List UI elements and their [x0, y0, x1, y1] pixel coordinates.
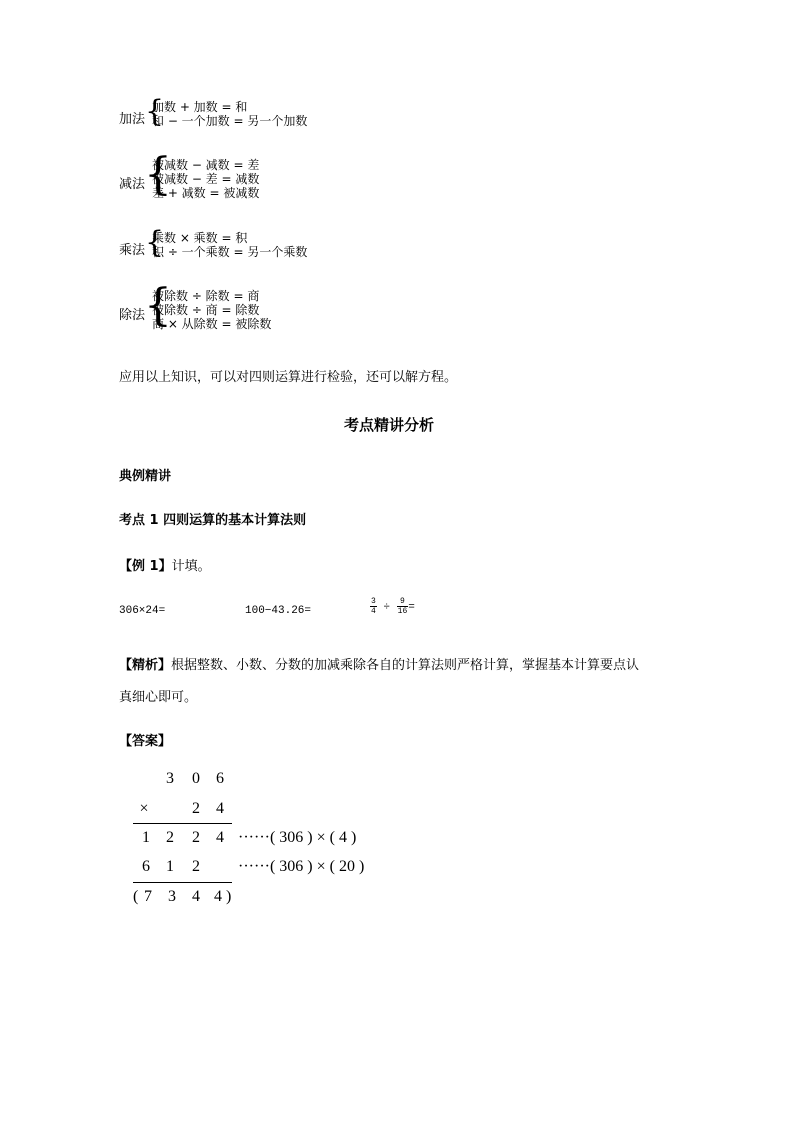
- calc-note: ······( 306 ) × ( 20 ): [238, 858, 365, 875]
- subheading: 典例精讲: [119, 469, 172, 484]
- formula-line: 积 ÷ 一个乘数 = 另一个乘数: [152, 245, 308, 259]
- formula-label: 加法: [119, 112, 146, 127]
- formula-line: 被除数 ÷ 商 = 除数: [152, 303, 260, 317]
- brace-icon: {: [145, 225, 165, 260]
- brace-icon: {: [144, 280, 172, 331]
- problem-1: 306×24=: [119, 605, 166, 617]
- calc-digit: 1: [142, 829, 150, 846]
- topic-heading: 考点 1 四则运算的基本计算法则: [119, 513, 307, 528]
- formula-label: 减法: [119, 177, 146, 192]
- calc-digit: 3: [166, 770, 174, 787]
- divider-line: [133, 823, 232, 824]
- divide-sign: ÷: [383, 601, 391, 614]
- calc-digit: 6: [142, 858, 150, 875]
- fraction: $\frac{3}{4}$: [371, 597, 376, 616]
- calc-digit: 2: [192, 800, 200, 817]
- calc-note: ······( 306 ) × ( 4 ): [238, 829, 357, 846]
- brace-icon: {: [144, 149, 172, 200]
- divider-line: [133, 882, 232, 883]
- formula-line: 加数 + 加数 = 和: [152, 100, 248, 114]
- formula-label: 乘法: [119, 243, 146, 258]
- result-digit: 7: [144, 888, 152, 905]
- analysis-line-1: [119, 654, 639, 673]
- calc-digit: 4: [216, 829, 224, 846]
- brace-icon: {: [145, 94, 165, 129]
- formula-label: 除法: [119, 308, 146, 323]
- calc-digit: 1: [166, 858, 174, 875]
- calc-digit: 2: [192, 858, 200, 875]
- calc-digit: 0: [192, 770, 200, 787]
- example-text: 计填。: [171, 559, 211, 574]
- formula-line: 被减数 − 差 = 减数: [152, 172, 260, 186]
- result-close-paren: ): [226, 888, 232, 905]
- problem-3: [370, 597, 415, 616]
- calc-digit: 2: [192, 829, 200, 846]
- formula-line: 差 + 减数 = 被减数: [152, 186, 260, 200]
- summary-text: 应用以上知识，可以对四则运算进行检验，还可以解方程。: [119, 370, 458, 385]
- formula-line: 被除数 ÷ 除数 = 商: [152, 289, 260, 303]
- calc-digit: 6: [216, 770, 224, 787]
- formula-line: 商 × 从除数 = 被除数: [152, 317, 272, 331]
- calc-digit: 2: [166, 829, 174, 846]
- formula-line: 被减数 − 减数 = 差: [152, 158, 260, 172]
- equals-sign: =: [408, 601, 415, 614]
- result-digit: 3: [168, 888, 176, 905]
- formula-line: 乘数 × 乘数 = 积: [152, 231, 248, 245]
- formula-line: 和 − 一个加数 = 另一个加数: [152, 114, 308, 128]
- answer-tag: 【答案】: [119, 734, 172, 749]
- example-tag: 【例 1】: [119, 559, 172, 574]
- analysis-tag: 【精析】: [119, 658, 172, 673]
- example-heading: [119, 555, 211, 574]
- calc-digit: 4: [216, 800, 224, 817]
- analysis-text: 根据整数、小数、分数的加减乘除各自的计算法则严格计算，掌握基本计算要点认: [171, 658, 640, 673]
- section-title: 考点精讲分析: [344, 416, 435, 434]
- problem-2: 100−43.26=: [245, 605, 312, 617]
- fraction: $\frac{9}{16}$: [397, 597, 408, 616]
- result-digit: 4: [192, 888, 200, 905]
- multiply-sign: ×: [139, 800, 149, 817]
- result-digit: 4: [214, 888, 222, 905]
- result-open-paren: (: [133, 888, 139, 905]
- analysis-line-2: 真细心即可。: [119, 690, 198, 705]
